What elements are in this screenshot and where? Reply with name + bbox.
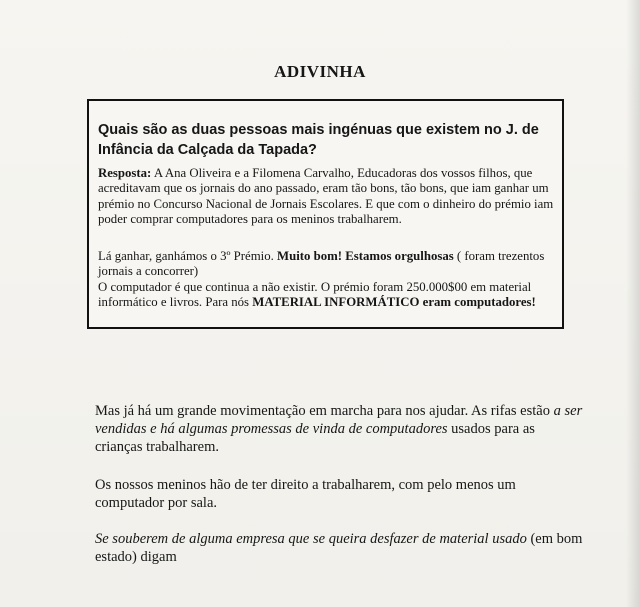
prize-contest-note: ( foram trezentos jornais a concorrer) — [98, 249, 545, 279]
body-paragraph-raffle — [95, 402, 585, 456]
page-edge-shadow — [626, 0, 640, 607]
answer-label: Resposta: — [98, 166, 152, 180]
raffle-text-b: usados para as crianças trabalharem. — [95, 421, 535, 455]
prize-computer-line: O computador é que continua a não existir. O prémio foram 250.000$00 em material informático e livros. Para nós — [98, 279, 532, 309]
request-text-italic: Se souberem de alguma empresa que se queira desfazer de material usado — [95, 531, 527, 547]
body-paragraph-request — [95, 530, 585, 566]
raffle-text-a: Mas já há um grande movimentação em marcha para nos ajudar. As rifas estão — [95, 403, 554, 419]
answer-text: A Ana Oliveira e a Filomena Carvalho, Educadoras dos vossos filhos, que acreditavam que os jornais do ano passado, eram tão bons, tão bons, que iam ganhar um prémio no Concurso Nacional de Jornais Escolares. E que com o dinheiro do prémio iam poder comprar computadores para os meninos trabalharem. — [98, 166, 554, 226]
prize-lead: Lá ganhar, ganhámos o 3º Prémio. — [98, 249, 278, 263]
request-text-b: (em bom estado) digam — [95, 531, 583, 565]
body-paragraph-rights: Os nossos meninos hão de ter direito a trabalharem, com pelo menos um computador por sala. — [95, 477, 516, 511]
prize-result — [98, 249, 560, 310]
page-title: ADIVINHA — [274, 62, 366, 81]
raffle-text-italic: a ser vendidas e há algumas promessas de vinda de computadores — [95, 403, 583, 437]
prize-proud-phrase: Muito bom! Estamos orgulhosas — [277, 249, 454, 263]
prize-material-phrase: MATERIAL INFORMÁTICO eram computadores! — [252, 294, 536, 309]
riddle-question: Quais são as duas pessoas mais ingénuas que existem no J. de Infância da Calçada da Tapada? — [98, 122, 539, 158]
riddle-answer — [98, 166, 560, 227]
